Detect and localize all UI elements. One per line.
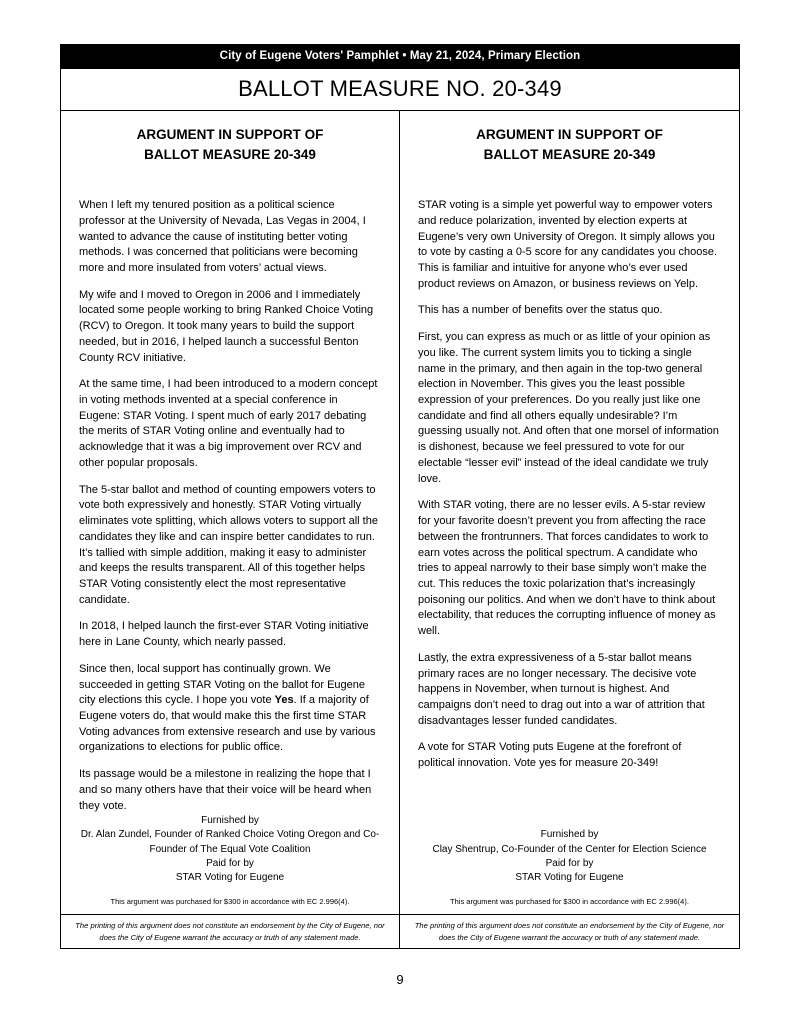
right-column-spacer bbox=[418, 772, 721, 829]
left-paragraph-6 bbox=[79, 662, 381, 756]
left-paragraph-5: In 2018, I helped launch the first-ever STAR Voting initiative here in Lane County, which nearly passed. bbox=[79, 620, 369, 649]
left-disclaimer: The printing of this argument does not constitute an endorsement by the City of Eugene, nor does the City of Eugene warrant the accuracy or truth of any statement made. bbox=[61, 915, 400, 948]
right-furnished-line-4: STAR Voting for Eugene bbox=[515, 872, 624, 884]
right-argument-heading bbox=[418, 125, 721, 164]
right-furnished-line-1: Furnished by bbox=[540, 829, 599, 841]
left-paragraph-7: Its passage would be a milestone in realizing the hope that I and so many others have that their voice will be heard when they vote. bbox=[79, 768, 372, 812]
right-heading-line-1: ARGUMENT IN SUPPORT OF bbox=[476, 127, 663, 142]
pamphlet-sheet bbox=[60, 44, 740, 949]
left-argument-body bbox=[79, 198, 381, 814]
header-banner: City of Eugene Voters' Pamphlet • May 21, 2024, Primary Election bbox=[60, 44, 740, 69]
right-furnished-line-3: Paid for by bbox=[545, 857, 594, 869]
left-heading-line-2: BALLOT MEASURE 20-349 bbox=[144, 146, 316, 162]
right-purchase-note: This argument was purchased for $300 in accordance with EC 2.996(4). bbox=[450, 897, 689, 907]
right-furnished-block bbox=[418, 828, 721, 885]
arguments-columns bbox=[60, 111, 740, 915]
disclaimer-row bbox=[60, 915, 740, 949]
left-paragraph-6-text: Since then, local support has continually grown. We succeeded in getting STAR Voting on the ballot for Eugene city elections this cycle. I hope you vote Yes. If a majority of Eugene voters do, that would make this the first time STAR Voting advances from extensive research and use by various organizations to elections for public office. bbox=[79, 662, 376, 754]
right-furnished-line-2: Clay Shentrup, Co-Founder of the Center for Election Science bbox=[432, 843, 707, 855]
left-heading-line-1: ARGUMENT IN SUPPORT OF bbox=[136, 127, 324, 142]
right-argument-body bbox=[418, 198, 721, 772]
right-argument-column bbox=[400, 111, 739, 914]
right-paragraph-5: Lastly, the extra expressiveness of a 5-star ballot means primary races are no longer necessary. The decisive vote happens in November, when turnout is highest. And campaigns don’t need to drag out into a war of attrition that disadvantages lesser funded candidates. bbox=[418, 651, 705, 727]
left-furnished-line-1: Furnished by bbox=[201, 815, 259, 827]
right-disclaimer: The printing of this argument does not constitute an endorsement by the City of Eugene, nor does the City of Eugene warrant the accuracy or truth of any statement made. bbox=[414, 921, 725, 942]
measure-title-container bbox=[60, 69, 740, 111]
right-paragraph-3: First, you can express as much or as little of your opinion as you like. The current system limits you to ticking a single name in the primary, and then again in the top-two general election in November. This gives you the least possible expression of your preferences. Do you really just like one candidate and find all others equally undesirable? I’m guessing usually not. And often that one morsel of information is dishonest, because we feel pressured to vote for our electable “lesser evil” instead of the ideal candidate we truly love. bbox=[418, 331, 719, 485]
emphasis-vote-yes: Yes bbox=[274, 694, 294, 707]
left-furnished-block bbox=[79, 814, 381, 885]
left-purchase-note: This argument was purchased for $300 in accordance with EC 2.996(4). bbox=[110, 897, 350, 907]
left-paragraph-2: My wife and I moved to Oregon in 2006 and I immediately located some people working to bring Ranked Choice Voting (RCV) to Oregon. It took many years to build the support needed, but in 2016, I helped launch a successful Benton County RCV initiative. bbox=[79, 288, 374, 364]
left-paragraph-4: The 5-star ballot and method of counting empowers voters to vote both expressively and honestly. STAR Voting virtually eliminates vote splitting, which allows voters to support all the candidates they like and can inspire better candidates to run. It’s tallied with simple addition, making it easy to administer and keeps the results transparent. All of this together helps STAR Voting consistently elect the most representative candidate. bbox=[79, 483, 378, 606]
left-argument-heading bbox=[79, 125, 381, 164]
page-title: BALLOT MEASURE NO. 20-349 bbox=[238, 76, 562, 101]
right-paragraph-4: With STAR voting, there are no lesser evils. A 5-star review for your favorite doesn’t prevent you from affecting the race between the frontrunners. That forces candidates to work to earn votes across the political spectrum. A candidate who tries to appeal narrowly to their base simply won’t make the cut. This reduces the toxic polarization that’s increasingly poisoning our politics. And when we don’t have to think about electability, that reduces the corrupting influence of money as well. bbox=[418, 499, 716, 638]
right-heading-line-2: BALLOT MEASURE 20-349 bbox=[483, 146, 656, 162]
left-argument-column bbox=[61, 111, 400, 914]
left-furnished-line-2: Dr. Alan Zundel, Founder of Ranked Choice Voting Oregon and Co-Founder of The Equal Vote Coalition bbox=[80, 829, 380, 855]
right-paragraph-2: This has a number of benefits over the status quo. bbox=[418, 304, 663, 317]
left-paragraph-3: At the same time, I had been introduced to a modern concept in voting methods invented at a special conference in Eugene: STAR Voting. I spent much of early 2017 debating the merits of STAR Voting online and eventually had to acknowledge that it was a big improvement over RCV and other popular proposals. bbox=[79, 378, 378, 469]
right-paragraph-1: STAR voting is a simple yet powerful way to empower voters and reduce polarization, invented by election experts at Eugene’s very own University of Oregon. It simply allows you to vote by casting a 0-5 score for any candidates you choose. This is familiar and intuitive for anyone who’s ever used product reviews on Amazon, or business reviews on Yelp. bbox=[418, 199, 718, 290]
left-furnished-line-3: Paid for by bbox=[206, 857, 254, 869]
left-furnished-line-4: STAR Voting for Eugene bbox=[175, 872, 285, 884]
page-number: 9 bbox=[396, 972, 404, 987]
left-paragraph-1: When I left my tenured position as a political science professor at the University of Nevada, Las Vegas in 2004, I wanted to advance the cause of instituting better voting methods. I was concerned that politicians were becoming more and more insulated from voters’ actual views. bbox=[79, 199, 366, 274]
right-paragraph-6: A vote for STAR Voting puts Eugene at the forefront of political innovation. Vote yes for measure 20-349! bbox=[418, 741, 682, 770]
